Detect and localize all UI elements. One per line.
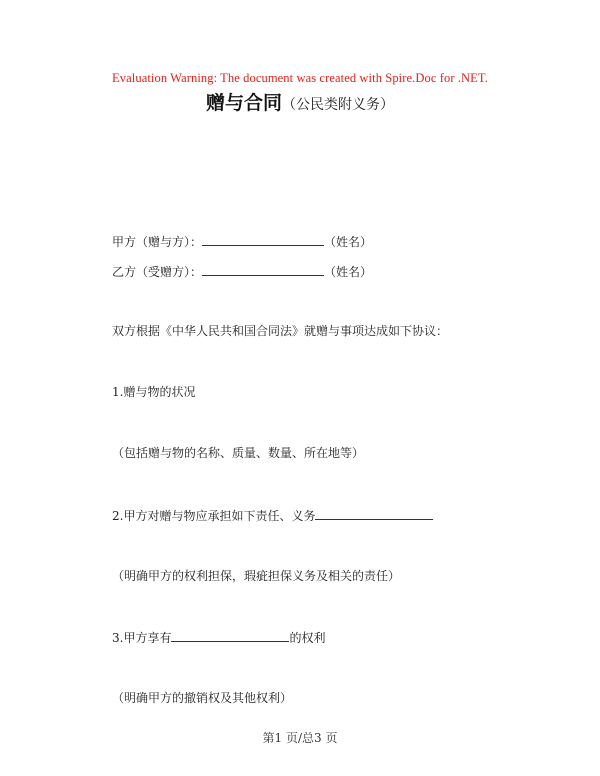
party-b-line [112,263,372,280]
clause-2-line [112,507,433,524]
clause-3-prefix: 3.甲方享有 [112,631,172,645]
title-subtitle: （公民类附义务） [282,97,394,113]
party-a-line [112,233,372,250]
title-main: 赠与合同 [205,92,282,114]
evaluation-warning: Evaluation Warning: The document was created with Spire.Doc for .NET. [112,71,488,85]
clause-3-line [112,629,325,646]
party-b-label: 乙方（受赠方）： [112,265,203,279]
clause-1-heading: 1.赠与物的状况 [112,385,196,399]
page-footer: 第1 页/总3 页 [262,731,338,745]
clause-2-note: （明确甲方的权利担保，瑕疵担保义务及相关的责任） [112,569,401,583]
party-b-suffix: （姓名） [324,265,373,279]
party-a-label: 甲方（赠与方）： [112,235,203,249]
document-title [0,88,600,115]
clause-1-note: （包括赠与物的名称、质量、数量、所在地等） [112,446,365,460]
intro-paragraph: 双方根据《中华人民共和国合同法》就赠与事项达成如下协议： [112,324,449,338]
party-b-name-blank [202,263,324,276]
party-a-suffix: （姓名） [324,235,373,249]
party-a-name-blank [202,233,324,246]
clause-2-heading: 2.甲方对赠与物应承担如下责任、义务 [112,509,316,523]
clause-2-blank [315,507,433,520]
clause-3-note: （明确甲方的撤销权及其他权利） [112,691,293,705]
clause-3-blank [171,629,289,642]
clause-3-suffix: 的权利 [289,631,326,645]
